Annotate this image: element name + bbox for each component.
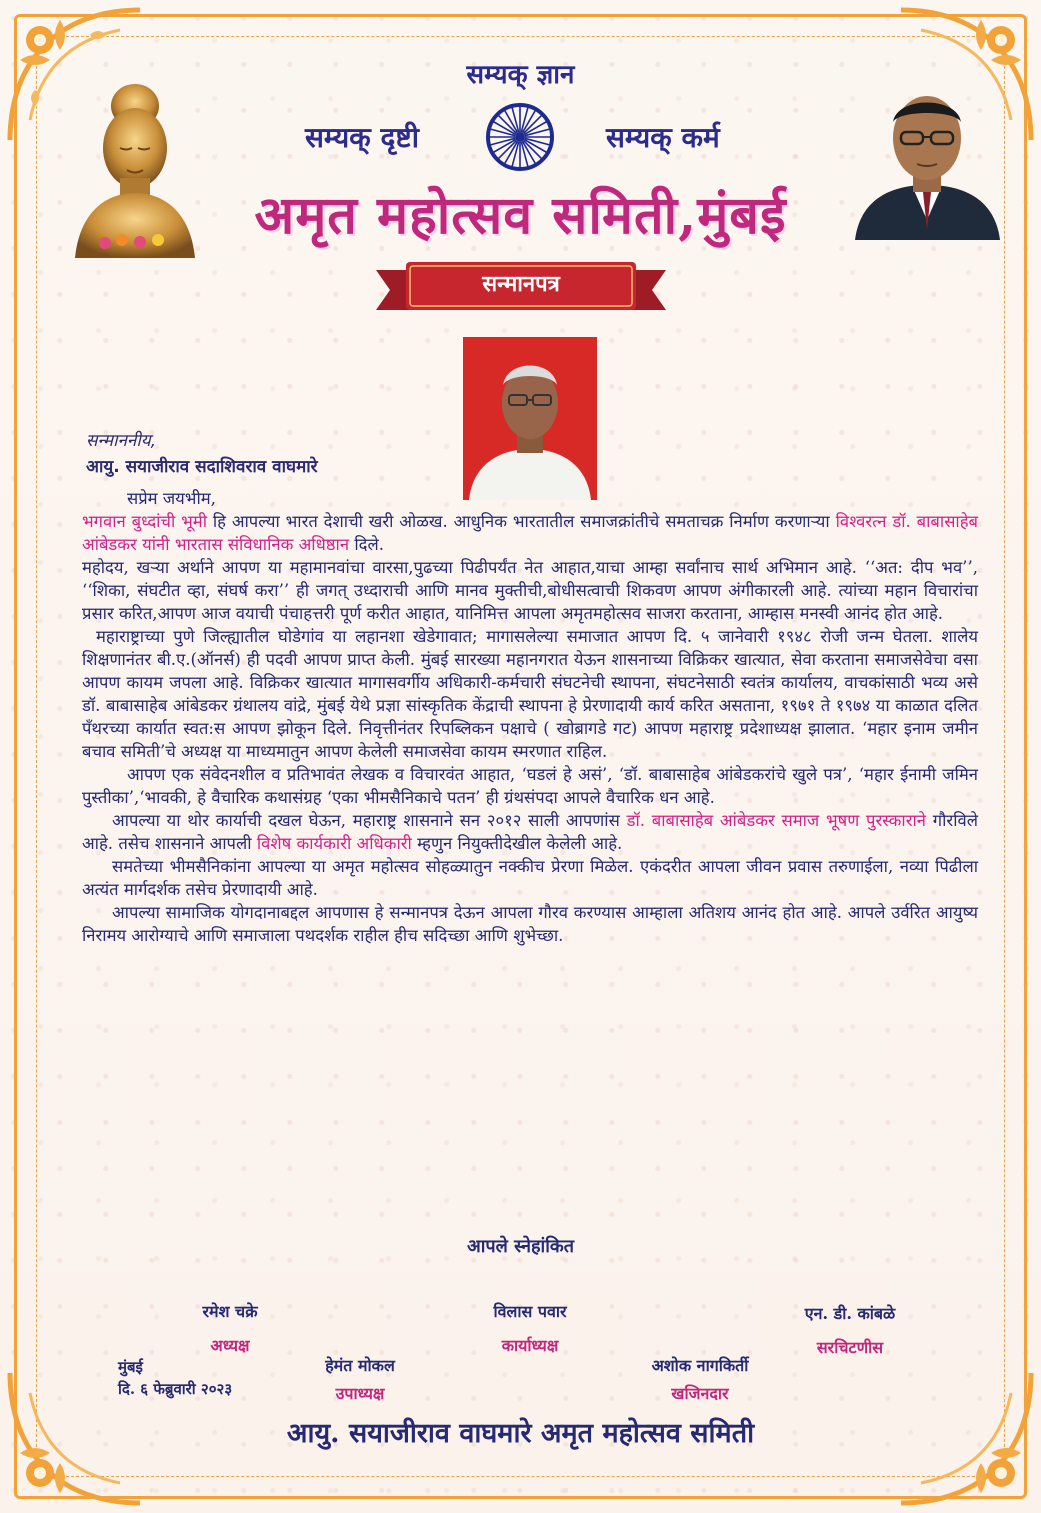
ashoka-chakra-icon	[484, 101, 556, 173]
header-right-text: सम्यक् कर्म	[606, 121, 720, 154]
chakra-spoke	[524, 141, 542, 159]
signatory-role: उपाध्यक्ष	[335, 1384, 385, 1403]
signatory-role: खजिनदार	[671, 1384, 729, 1403]
signatory-name: एन. डी. कांबळे	[804, 1304, 896, 1323]
highlight-text: विश्वरत्न डॉ. बाबासाहेब आंबेडकर यांनी भारतास संविधानिक अधिष्ठान	[82, 512, 978, 554]
paragraph-text: हि आपल्या भारत देशाची खरी ओळख. आधुनिक भारतातील समाजक्रांतीचे समताचक्र निर्माण करणाऱ्या	[207, 512, 836, 531]
highlight-text: विशेष कार्यकारी अधिकारी	[256, 834, 412, 853]
signatory-working-president	[445, 1300, 615, 1356]
paragraph-text: गौरविले आहे. तसेच शासनाने आपली	[82, 811, 978, 853]
greeting: सप्रेम जयभीम,	[127, 489, 216, 508]
closing-line: आपले स्नेहांकित	[467, 1236, 574, 1257]
ribbon-label: सन्मानपत्र	[482, 271, 560, 297]
salutation-honorific: सन्माननीय,	[86, 431, 157, 451]
paragraph-6: समतेच्या भीमसैनिकांना आपल्या या अमृत महोत्सव सोहळ्यातुन नक्कीच प्रेरणा मिळेल. एकंदरीत आपला जीवन प्रवास तरुणाईला, नव्या पिढीला अत्यंत मार्गदर्शक तसेच प्रेरणादायी आहे.	[82, 857, 978, 899]
signatory-name: अशोक नागकिर्ती	[651, 1356, 749, 1375]
highlight-text: डॉ. बाबासाहेब आंबेडकर समाज भूषण पुरस्काराने	[626, 811, 927, 830]
paragraph-2: महोदय, खऱ्या अर्थाने आपण या महामानवांचा वारसा,पुढच्या पिढीपर्यंत नेत आहात,याचा आम्हा सर्वांनाच सार्थ अभिमान आहे. ‘‘अत: दीप भव’’, ‘‘शिका, संघटीत व्हा, संघर्ष करा’’ ही जगत् उध्दाराची आणि मानव मुक्तीची,बोधीसत्वाची शिकवण आपण अंगीकारली आहे. त्यांच्या महान विचारांचा प्रसार करित,आपण आज वयाची पंचाहत्तरी पूर्ण करीत आहात, यानिमित्त आपला अमृतमहोत्सव साजरा करताना, आम्हास मनस्वी आनंद होत आहे.	[82, 558, 978, 623]
honoree-photo	[463, 337, 597, 500]
page-title: अमृत महोत्सव समिती,मुंबई	[254, 185, 787, 246]
chakra-spoke	[498, 141, 516, 159]
signatory-role: सरचिटणीस	[816, 1338, 884, 1357]
signatory-name: विलास पवार	[493, 1302, 567, 1321]
date: दि. ६ फेब्रुवारी २०२३	[118, 1380, 233, 1398]
paragraph-5	[82, 809, 978, 855]
recipient-name: आयु. सयाजीराव सदाशिवराव वाघमारे	[86, 457, 318, 477]
paragraph-7: आपल्या सामाजिक योगदानाबद्दल आपणास हे सन्मानपत्र देऊन आपला गौरव करण्यास आम्हाला अतिशय आनंद होत आहे. आपले उर्वरित आयुष्य निरामय आरोग्याचे आणि समाजाला पथदर्शक राहील हीच सदिच्छा आणि शुभेच्छा.	[82, 903, 978, 945]
letter-body	[82, 487, 978, 947]
paragraph-4: आपण एक संवेदनशील व प्रतिभावंत लेखक व विचारवंत आहात, ‘घडलं हे असं’, ‘डॉ. बाबासाहेब आंबेडकरांचे खुले पत्र’, ‘महार ईनामी जमिन पुस्तीका’,‘भावकी, हे वैचारिक कथासंग्रह ‘एका भीमसैनिकाचे पतन’ ही ग्रंथसंपदा आपले वैचारिक धन आहे.	[82, 765, 978, 807]
header-left-text: सम्यक् दृष्टी	[305, 121, 419, 154]
signatory-role: अध्यक्ष	[210, 1336, 250, 1355]
salutation	[86, 428, 318, 480]
signatory-treasurer	[610, 1354, 790, 1404]
paragraph-1	[82, 510, 978, 556]
signatory-president	[150, 1300, 310, 1356]
header-top-text: सम्यक् ज्ञान	[466, 60, 575, 90]
paragraph-text: दिले.	[349, 535, 384, 554]
paragraph-3: महाराष्ट्राच्या पुणे जिल्ह्यातील घोडेगांव या लहानशा खेडेगावात; मागासलेल्या समाजात आपण दि. ५ जानेवारी १९४८ रोजी जन्म घेतला. शालेय शिक्षणानंतर बी.ए.(ऑनर्स) ही पदवी आपण प्राप्त केली. मुंबई सारख्या महानगरात येऊन शासनाच्या विक्रिकर खात्यात, सेवा करताना समाजसेवेचा वसा आपण कायम जपला आहे. विक्रिकर खात्यात मागासवर्गीय अधिकारी-कर्मचारी संघटनेची स्थापना, संघटनेसाठी स्वतंत्र कार्यालय, वाचकांसाठी भव्य असे डॉ. बाबासाहेब आंबेडकर ग्रंथालय वांद्रे, मुंबई येथे प्रज्ञा सांस्कृतिक केंद्राची स्थापना हे प्रेरणादायी कार्य करित असताना, १९७१ ते १९७४ या काळात दलित पँथरच्या कार्यात स्वत:स आपण झोकून दिले. निवृत्तीनंतर रिपब्लिकन पक्षाचे ( खोब्रागडे गट) आपण महाराष्ट्र प्रदेशाध्यक्ष झालात. ‘महार इनाम जमीन बचाव समिती’चे अध्यक्ष या माध्यमातुन आपण केलेली समाजसेवा कायम स्मरणात राहिल.	[82, 627, 978, 761]
place: मुंबई	[118, 1358, 143, 1376]
chakra-spoke	[498, 115, 516, 133]
paragraph-text: आपल्या या थोर कार्याची दखल घेऊन, महाराष्ट्र शासनाने सन २०१२ साली आपणांस	[112, 811, 627, 830]
signatory-secretary	[760, 1302, 940, 1358]
footer-committee-name: आयु. सयाजीराव वाघमारे अमृत महोत्सव समिती	[286, 1418, 755, 1449]
highlight-text: भगवान बुध्दांची भूमी	[82, 512, 208, 531]
paragraph-text: म्हणुन नियुक्तीदेखील केलेली आहे.	[411, 834, 623, 853]
signatory-name: रमेश चक्रे	[202, 1302, 258, 1321]
place-date	[118, 1356, 232, 1400]
signatory-vice-president	[280, 1354, 440, 1404]
signatory-name: हेमंत मोकल	[325, 1356, 395, 1375]
signatory-role: कार्याध्यक्ष	[501, 1336, 559, 1355]
chakra-spoke	[524, 115, 542, 133]
